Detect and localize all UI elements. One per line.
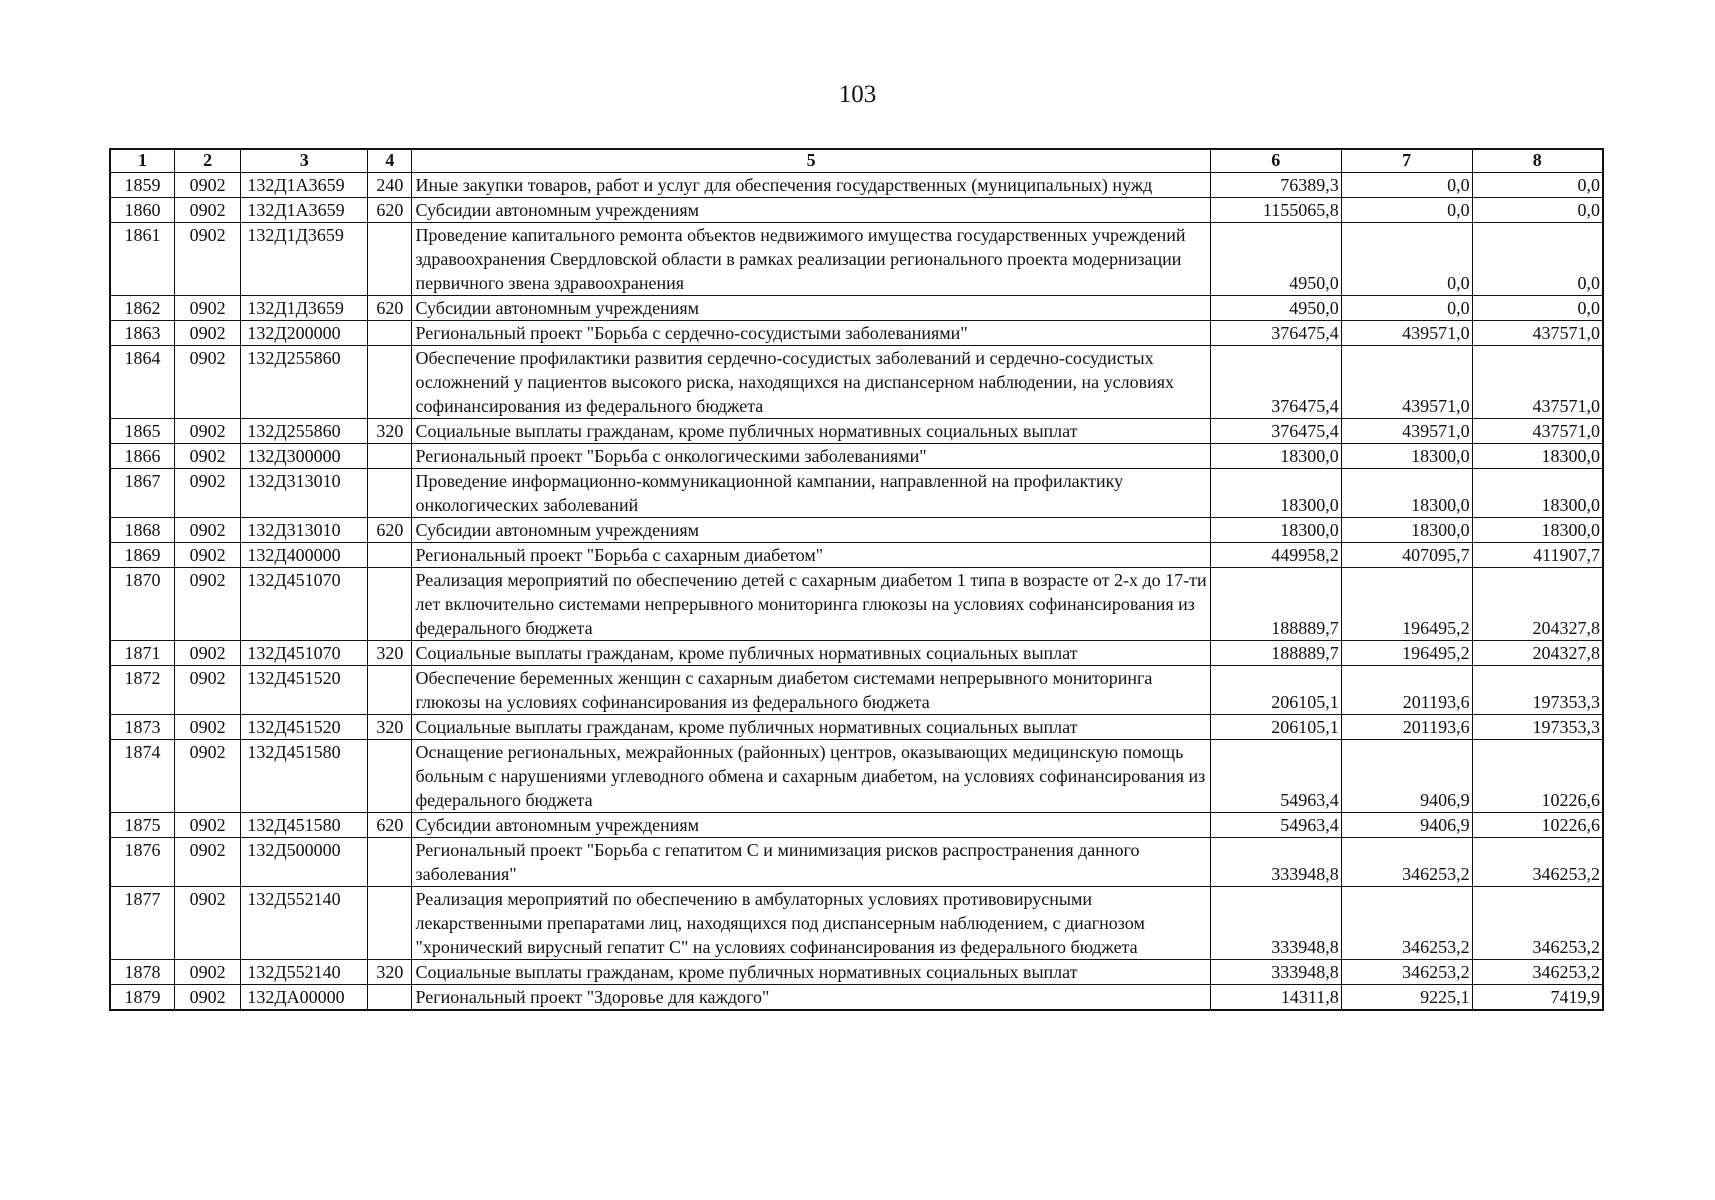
amount-col-7: 346253,2: [1341, 838, 1472, 887]
table-row: [110, 444, 1603, 469]
table-row: [110, 887, 1603, 960]
row-number: 1869: [110, 543, 174, 568]
item-name: Субсидии автономным учреждениям: [412, 198, 1210, 223]
section-code: 0902: [174, 321, 240, 346]
table-row: [110, 960, 1603, 985]
expense-type-code: [368, 568, 412, 641]
table-row: [110, 469, 1603, 518]
amount-col-6: 206105,1: [1210, 715, 1341, 740]
amount-col-6: 188889,7: [1210, 568, 1341, 641]
amount-col-7: 18300,0: [1341, 518, 1472, 543]
row-number: 1866: [110, 444, 174, 469]
row-number: 1865: [110, 419, 174, 444]
column-header-3: 3: [241, 149, 368, 173]
target-article-code: 132Д451070: [241, 568, 368, 641]
amount-col-8: 437571,0: [1472, 321, 1603, 346]
item-name: Субсидии автономным учреждениям: [412, 296, 1210, 321]
amount-col-8: 18300,0: [1472, 518, 1603, 543]
target-article-code: 132Д500000: [241, 838, 368, 887]
target-article-code: 132Д255860: [241, 419, 368, 444]
expense-type-code: [368, 469, 412, 518]
section-code: 0902: [174, 419, 240, 444]
row-number: 1874: [110, 740, 174, 813]
table-header: [110, 149, 1603, 173]
row-number: 1868: [110, 518, 174, 543]
amount-col-8: 346253,2: [1472, 960, 1603, 985]
target-article-code: 132Д451520: [241, 666, 368, 715]
target-article-code: 132Д300000: [241, 444, 368, 469]
amount-col-8: 7419,9: [1472, 985, 1603, 1011]
section-code: 0902: [174, 444, 240, 469]
row-number: 1871: [110, 641, 174, 666]
table-row: [110, 740, 1603, 813]
section-code: 0902: [174, 469, 240, 518]
expense-type-code: [368, 321, 412, 346]
item-name: Обеспечение беременных женщин с сахарным диабетом системами непрерывного мониторинга глюкозы на условиях софинансирования из федерального бюджета: [412, 666, 1210, 715]
amount-col-8: 437571,0: [1472, 419, 1603, 444]
table-row: [110, 715, 1603, 740]
amount-col-8: 10226,6: [1472, 813, 1603, 838]
section-code: 0902: [174, 346, 240, 419]
amount-col-7: 346253,2: [1341, 960, 1472, 985]
item-name: Социальные выплаты гражданам, кроме публичных нормативных социальных выплат: [412, 419, 1210, 444]
target-article-code: 132Д1А3659: [241, 198, 368, 223]
table-row: [110, 813, 1603, 838]
amount-col-7: 196495,2: [1341, 641, 1472, 666]
table-body: [110, 173, 1603, 1011]
expense-type-code: [368, 444, 412, 469]
target-article-code: 132Д1Д3659: [241, 223, 368, 296]
budget-table: [109, 148, 1604, 1011]
amount-col-7: 201193,6: [1341, 715, 1472, 740]
amount-col-7: 196495,2: [1341, 568, 1472, 641]
row-number: 1872: [110, 666, 174, 715]
section-code: 0902: [174, 715, 240, 740]
amount-col-8: 0,0: [1472, 198, 1603, 223]
expense-type-code: [368, 543, 412, 568]
section-code: 0902: [174, 568, 240, 641]
row-number: 1873: [110, 715, 174, 740]
item-name: Реализация мероприятий по обеспечению детей с сахарным диабетом 1 типа в возрасте от 2-х до 17-ти лет включительно системами непрерывного мониторинга глюкозы на условиях софинансирования из федерального бюджета: [412, 568, 1210, 641]
amount-col-6: 4950,0: [1210, 296, 1341, 321]
column-header-2: 2: [174, 149, 240, 173]
column-header-5: 5: [412, 149, 1210, 173]
target-article-code: 132Д313010: [241, 469, 368, 518]
expense-type-code: 620: [368, 198, 412, 223]
amount-col-8: 18300,0: [1472, 444, 1603, 469]
item-name: Реализация мероприятий по обеспечению в амбулаторных условиях противовирусными лекарственными препаратами лиц, находящихся под диспансерным наблюдением, с диагнозом "хронический вирусный гепатит С" на условиях софинансирования из федерального бюджета: [412, 887, 1210, 960]
amount-col-6: 376475,4: [1210, 346, 1341, 419]
table-row: [110, 838, 1603, 887]
amount-col-7: 201193,6: [1341, 666, 1472, 715]
amount-col-8: 0,0: [1472, 223, 1603, 296]
column-header-1: 1: [110, 149, 174, 173]
amount-col-8: 197353,3: [1472, 715, 1603, 740]
amount-col-6: 54963,4: [1210, 813, 1341, 838]
amount-col-7: 18300,0: [1341, 469, 1472, 518]
table-row: [110, 666, 1603, 715]
amount-col-6: 76389,3: [1210, 173, 1341, 198]
target-article-code: 132Д400000: [241, 543, 368, 568]
item-name: Обеспечение профилактики развития сердечно-сосудистых заболеваний и сердечно-сосудистых осложнений у пациентов высокого риска, находящихся на диспансерном наблюдении, на условиях софинансирования из федерального бюджета: [412, 346, 1210, 419]
expense-type-code: 320: [368, 715, 412, 740]
section-code: 0902: [174, 518, 240, 543]
section-code: 0902: [174, 740, 240, 813]
amount-col-7: 0,0: [1341, 173, 1472, 198]
table-row: [110, 173, 1603, 198]
item-name: Субсидии автономным учреждениям: [412, 518, 1210, 543]
amount-col-8: 346253,2: [1472, 887, 1603, 960]
item-name: Субсидии автономным учреждениям: [412, 813, 1210, 838]
expense-type-code: 320: [368, 419, 412, 444]
target-article-code: 132Д552140: [241, 887, 368, 960]
expense-type-code: 620: [368, 296, 412, 321]
expense-type-code: 620: [368, 813, 412, 838]
amount-col-7: 346253,2: [1341, 887, 1472, 960]
amount-col-6: 18300,0: [1210, 444, 1341, 469]
target-article-code: 132Д451580: [241, 740, 368, 813]
amount-col-7: 0,0: [1341, 198, 1472, 223]
section-code: 0902: [174, 198, 240, 223]
item-name: Оснащение региональных, межрайонных (районных) центров, оказывающих медицинскую помощь больным с нарушениями углеводного обмена и сахарным диабетом, на условиях софинансирования из федерального бюджета: [412, 740, 1210, 813]
expense-type-code: [368, 985, 412, 1011]
amount-col-7: 9225,1: [1341, 985, 1472, 1011]
amount-col-8: 10226,6: [1472, 740, 1603, 813]
expense-type-code: [368, 223, 412, 296]
column-header-8: 8: [1472, 149, 1603, 173]
expense-type-code: 620: [368, 518, 412, 543]
amount-col-8: 0,0: [1472, 296, 1603, 321]
section-code: 0902: [174, 296, 240, 321]
amount-col-8: 411907,7: [1472, 543, 1603, 568]
amount-col-7: 9406,9: [1341, 740, 1472, 813]
row-number: 1864: [110, 346, 174, 419]
amount-col-6: 376475,4: [1210, 321, 1341, 346]
target-article-code: 132Д451070: [241, 641, 368, 666]
amount-col-6: 18300,0: [1210, 469, 1341, 518]
target-article-code: 132Д451520: [241, 715, 368, 740]
amount-col-8: 197353,3: [1472, 666, 1603, 715]
column-header-7: 7: [1341, 149, 1472, 173]
amount-col-6: 54963,4: [1210, 740, 1341, 813]
row-number: 1861: [110, 223, 174, 296]
target-article-code: 132Д451580: [241, 813, 368, 838]
section-code: 0902: [174, 838, 240, 887]
amount-col-8: 346253,2: [1472, 838, 1603, 887]
column-header-6: 6: [1210, 149, 1341, 173]
table-row: [110, 296, 1603, 321]
row-number: 1862: [110, 296, 174, 321]
item-name: Социальные выплаты гражданам, кроме публичных нормативных социальных выплат: [412, 641, 1210, 666]
row-number: 1860: [110, 198, 174, 223]
row-number: 1875: [110, 813, 174, 838]
section-code: 0902: [174, 813, 240, 838]
target-article-code: 132Д255860: [241, 346, 368, 419]
row-number: 1859: [110, 173, 174, 198]
table-row: [110, 641, 1603, 666]
amount-col-7: 0,0: [1341, 223, 1472, 296]
row-number: 1877: [110, 887, 174, 960]
amount-col-6: 376475,4: [1210, 419, 1341, 444]
section-code: 0902: [174, 887, 240, 960]
target-article-code: 132Д1Д3659: [241, 296, 368, 321]
expense-type-code: 320: [368, 960, 412, 985]
target-article-code: 132Д200000: [241, 321, 368, 346]
row-number: 1876: [110, 838, 174, 887]
table-row: [110, 223, 1603, 296]
expense-type-code: 320: [368, 641, 412, 666]
amount-col-8: 437571,0: [1472, 346, 1603, 419]
table-row: [110, 198, 1603, 223]
amount-col-7: 18300,0: [1341, 444, 1472, 469]
amount-col-6: 14311,8: [1210, 985, 1341, 1011]
amount-col-6: 4950,0: [1210, 223, 1341, 296]
table-row: [110, 346, 1603, 419]
amount-col-6: 333948,8: [1210, 887, 1341, 960]
expense-type-code: [368, 887, 412, 960]
section-code: 0902: [174, 543, 240, 568]
header-row: [110, 149, 1603, 173]
amount-col-6: 188889,7: [1210, 641, 1341, 666]
section-code: 0902: [174, 223, 240, 296]
amount-col-6: 1155065,8: [1210, 198, 1341, 223]
target-article-code: 132ДА00000: [241, 985, 368, 1011]
section-code: 0902: [174, 666, 240, 715]
item-name: Региональный проект "Борьба с онкологическими заболеваниями": [412, 444, 1210, 469]
table-row: [110, 321, 1603, 346]
table-row: [110, 518, 1603, 543]
amount-col-6: 333948,8: [1210, 838, 1341, 887]
table-row: [110, 419, 1603, 444]
table-row: [110, 985, 1603, 1011]
amount-col-7: 439571,0: [1341, 346, 1472, 419]
section-code: 0902: [174, 960, 240, 985]
expense-type-code: [368, 838, 412, 887]
item-name: Проведение капитального ремонта объектов недвижимого имущества государственных учреждений здравоохранения Свердловской области в рамках реализации регионального проекта модернизации первичного звена здравоохранения: [412, 223, 1210, 296]
amount-col-7: 407095,7: [1341, 543, 1472, 568]
row-number: 1870: [110, 568, 174, 641]
item-name: Иные закупки товаров, работ и услуг для обеспечения государственных (муниципальных) нужд: [412, 173, 1210, 198]
row-number: 1878: [110, 960, 174, 985]
amount-col-8: 0,0: [1472, 173, 1603, 198]
table-row: [110, 543, 1603, 568]
row-number: 1879: [110, 985, 174, 1011]
amount-col-7: 0,0: [1341, 296, 1472, 321]
row-number: 1867: [110, 469, 174, 518]
item-name: Проведение информационно-коммуникационной кампании, направленной на профилактику онкологических заболеваний: [412, 469, 1210, 518]
amount-col-6: 333948,8: [1210, 960, 1341, 985]
amount-col-7: 9406,9: [1341, 813, 1472, 838]
column-header-4: 4: [368, 149, 412, 173]
amount-col-6: 449958,2: [1210, 543, 1341, 568]
section-code: 0902: [174, 985, 240, 1011]
item-name: Региональный проект "Борьба с сердечно-сосудистыми заболеваниями": [412, 321, 1210, 346]
item-name: Социальные выплаты гражданам, кроме публичных нормативных социальных выплат: [412, 960, 1210, 985]
expense-type-code: [368, 740, 412, 813]
expense-type-code: [368, 666, 412, 715]
amount-col-8: 204327,8: [1472, 568, 1603, 641]
row-number: 1863: [110, 321, 174, 346]
table-row: [110, 568, 1603, 641]
item-name: Региональный проект "Здоровье для каждого": [412, 985, 1210, 1011]
amount-col-8: 204327,8: [1472, 641, 1603, 666]
section-code: 0902: [174, 641, 240, 666]
amount-col-6: 18300,0: [1210, 518, 1341, 543]
target-article-code: 132Д313010: [241, 518, 368, 543]
section-code: 0902: [174, 173, 240, 198]
target-article-code: 132Д1А3659: [241, 173, 368, 198]
expense-type-code: [368, 346, 412, 419]
amount-col-6: 206105,1: [1210, 666, 1341, 715]
amount-col-7: 439571,0: [1341, 419, 1472, 444]
page-number: 103: [838, 81, 877, 108]
amount-col-8: 18300,0: [1472, 469, 1603, 518]
item-name: Региональный проект "Борьба с гепатитом С и минимизация рисков распространения данного заболевания": [412, 838, 1210, 887]
expense-type-code: 240: [368, 173, 412, 198]
item-name: Социальные выплаты гражданам, кроме публичных нормативных социальных выплат: [412, 715, 1210, 740]
target-article-code: 132Д552140: [241, 960, 368, 985]
item-name: Региональный проект "Борьба с сахарным диабетом": [412, 543, 1210, 568]
amount-col-7: 439571,0: [1341, 321, 1472, 346]
